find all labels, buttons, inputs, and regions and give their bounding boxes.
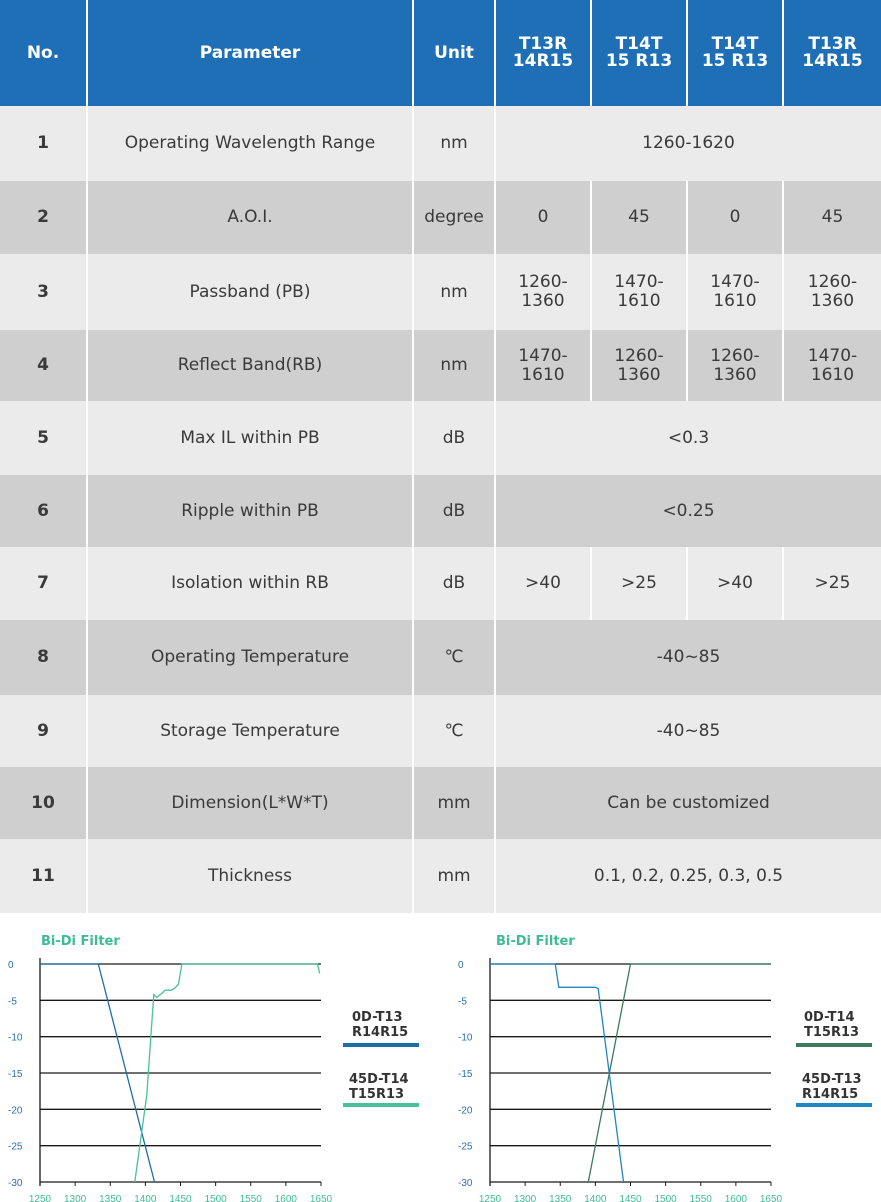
row-value-b [590, 254, 686, 330]
chart-title: Bi-Di Filter [41, 934, 120, 949]
row-value-c-line1: 1470- [710, 272, 760, 292]
row-value-a-line1: 1470- [518, 345, 568, 366]
row-number: 7 [0, 547, 86, 620]
row-value-c: >40 [686, 547, 782, 620]
row-value-a [494, 254, 590, 330]
row-unit: nm [412, 254, 494, 330]
legend-swatch-45d [796, 1103, 872, 1107]
chart-title: Bi-Di Filter [496, 934, 575, 949]
row-parameter: Max IL within PB [86, 401, 412, 475]
bidi-filter-chart-right [450, 926, 881, 1202]
header-col-a [494, 0, 590, 106]
header-col-b-line2: 15 R13 [605, 51, 673, 71]
row-parameter: Thickness [86, 839, 412, 913]
row-number: 9 [0, 695, 86, 767]
row-value: -40~85 [494, 620, 881, 695]
table-row [0, 401, 881, 475]
row-value-b-line1: 1470- [614, 272, 664, 292]
row-value-d [782, 330, 881, 401]
header-col-a-line2: 14R15 [512, 51, 574, 71]
row-number: 1 [0, 106, 86, 181]
legend-label-45d [349, 1072, 409, 1102]
header-col-b [590, 0, 686, 106]
legend-label-0d [352, 1010, 408, 1040]
legend-45d-line1: 45D-T14 [349, 1072, 409, 1087]
row-value-b: >25 [590, 547, 686, 620]
row-value-a-line2: 1360 [521, 291, 565, 311]
row-value-b-line2: 1610 [617, 291, 661, 311]
row-value-c: 0 [686, 181, 782, 254]
row-value-d: >25 [782, 547, 881, 620]
row-unit: dB [412, 547, 494, 620]
row-value: 0.1, 0.2, 0.25, 0.3, 0.5 [494, 839, 881, 913]
row-parameter: Reflect Band(RB) [86, 330, 412, 401]
row-number: 2 [0, 181, 86, 254]
y-tick-label: -20 [458, 1105, 473, 1117]
y-tick-label: -10 [8, 1032, 23, 1044]
y-tick-label: -30 [458, 1178, 473, 1189]
x-tick-label: 1300 [514, 1194, 537, 1202]
x-tick-label: 1450 [169, 1194, 192, 1202]
table-row [0, 475, 881, 547]
x-tick-label: 1500 [204, 1194, 227, 1202]
x-tick-label: 1650 [309, 1194, 333, 1202]
row-value-b [590, 330, 686, 401]
y-tick-label: -10 [458, 1032, 473, 1044]
x-tick-label: 1550 [689, 1194, 712, 1202]
row-value: 1260-1620 [494, 106, 881, 181]
table-row [0, 330, 881, 401]
legend-0d-line1: 0D-T13 [352, 1010, 403, 1025]
chart-plot-area [450, 926, 790, 1202]
x-tick-label: 1600 [724, 1194, 747, 1202]
y-tick-label: 0 [458, 960, 464, 971]
header-col-d-line2: 14R15 [802, 51, 863, 71]
y-tick-label: -15 [458, 1069, 473, 1080]
row-value-a [494, 330, 590, 401]
row-value-b-line2: 1360 [617, 364, 661, 385]
row-unit: degree [412, 181, 494, 254]
table-row [0, 547, 881, 620]
row-number: 8 [0, 620, 86, 695]
row-number: 4 [0, 330, 86, 401]
x-tick-label: 1400 [584, 1194, 607, 1202]
row-unit: mm [412, 839, 494, 913]
row-unit: dB [412, 401, 494, 475]
table-row [0, 695, 881, 767]
legend-45d-line1: 45D-T13 [802, 1072, 862, 1087]
row-number: 11 [0, 839, 86, 913]
row-value: -40~85 [494, 695, 881, 767]
y-tick-label: -5 [8, 996, 17, 1008]
y-tick-label: -30 [8, 1178, 23, 1189]
x-tick-label: 1650 [759, 1194, 783, 1202]
row-value-c-line1: 1260- [710, 345, 760, 366]
x-tick-label: 1500 [654, 1194, 677, 1202]
row-parameter: Isolation within RB [86, 547, 412, 620]
table-header-row [0, 0, 881, 106]
row-unit: ℃ [412, 620, 494, 695]
row-value-c [686, 330, 782, 401]
header-parameter: Parameter [86, 0, 412, 106]
row-value-c-line2: 1610 [713, 291, 757, 311]
legend-0d-line2: T15R13 [804, 1025, 860, 1040]
legend-0d-line1: 0D-T14 [804, 1010, 855, 1025]
legend-45d-line2: T15R13 [349, 1087, 405, 1102]
header-no: No. [0, 0, 86, 106]
header-col-c-line1: T14T [711, 34, 759, 54]
x-tick-label: 1350 [549, 1194, 572, 1202]
row-parameter: Passband (PB) [86, 254, 412, 330]
x-tick-label: 1350 [99, 1194, 122, 1202]
header-col-c [686, 0, 782, 106]
row-value-d: 45 [782, 181, 881, 254]
legend-0d-line2: R14R15 [352, 1025, 409, 1040]
chart-plot-area [0, 926, 340, 1202]
row-value-b-line1: 1260- [614, 345, 664, 366]
header-col-a-line1: T13R [518, 34, 568, 54]
row-number: 10 [0, 767, 86, 839]
row-value-a-line1: 1260- [518, 272, 568, 292]
x-tick-label: 1600 [274, 1194, 297, 1202]
legend-label-0d [804, 1010, 859, 1040]
legend-swatch-45d [343, 1103, 419, 1107]
header-col-b-line1: T14T [615, 34, 663, 54]
y-tick-label: -25 [458, 1141, 473, 1153]
header-unit: Unit [412, 0, 494, 106]
y-tick-label: -20 [8, 1105, 23, 1117]
row-parameter: Operating Wavelength Range [86, 106, 412, 181]
y-tick-label: -25 [8, 1141, 23, 1153]
row-value: Can be customized [494, 767, 881, 839]
row-value-d-line1: 1470- [807, 345, 858, 366]
row-value-a: >40 [494, 547, 590, 620]
legend-swatch-0d [343, 1043, 419, 1047]
row-parameter: Operating Temperature [86, 620, 412, 695]
header-col-d [782, 0, 881, 106]
table-row [0, 767, 881, 839]
table-row [0, 620, 881, 695]
row-number: 5 [0, 401, 86, 475]
row-parameter: A.O.I. [86, 181, 412, 254]
legend-label-45d [802, 1072, 862, 1102]
row-value-c-line2: 1360 [713, 364, 757, 385]
x-tick-label: 1400 [134, 1194, 157, 1202]
header-col-c-line2: 15 R13 [701, 51, 769, 71]
legend-swatch-0d [796, 1043, 872, 1047]
y-tick-label: -15 [8, 1069, 23, 1080]
x-tick-label: 1450 [619, 1194, 642, 1202]
row-value-d-line2: 1360 [810, 291, 855, 311]
row-value: <0.25 [494, 475, 881, 547]
bidi-filter-chart-left [0, 926, 440, 1202]
table-row [0, 254, 881, 330]
x-tick-label: 1550 [239, 1194, 262, 1202]
table-row [0, 106, 881, 181]
x-tick-label: 1250 [28, 1194, 52, 1202]
row-value-d [782, 254, 881, 330]
row-unit: dB [412, 475, 494, 547]
row-parameter: Dimension(L*W*T) [86, 767, 412, 839]
legend-45d-line2: R14R15 [802, 1087, 859, 1102]
row-value-c [686, 254, 782, 330]
row-unit: mm [412, 767, 494, 839]
x-tick-label: 1250 [478, 1194, 502, 1202]
table-row [0, 181, 881, 254]
row-value-d-line1: 1260- [807, 272, 858, 292]
table-row [0, 839, 881, 913]
row-number: 6 [0, 475, 86, 547]
row-value-d-line2: 1610 [810, 364, 855, 385]
row-unit: nm [412, 330, 494, 401]
x-tick-label: 1300 [64, 1194, 87, 1202]
row-unit: ℃ [412, 695, 494, 767]
row-parameter: Ripple within PB [86, 475, 412, 547]
y-tick-label: 0 [8, 960, 14, 971]
row-parameter: Storage Temperature [86, 695, 412, 767]
row-value-b: 45 [590, 181, 686, 254]
y-tick-label: -5 [458, 996, 467, 1008]
row-value-a: 0 [494, 181, 590, 254]
row-value-a-line2: 1610 [521, 364, 565, 385]
row-value: <0.3 [494, 401, 881, 475]
row-number: 3 [0, 254, 86, 330]
row-unit: nm [412, 106, 494, 181]
header-col-d-line1: T13R [808, 34, 857, 54]
